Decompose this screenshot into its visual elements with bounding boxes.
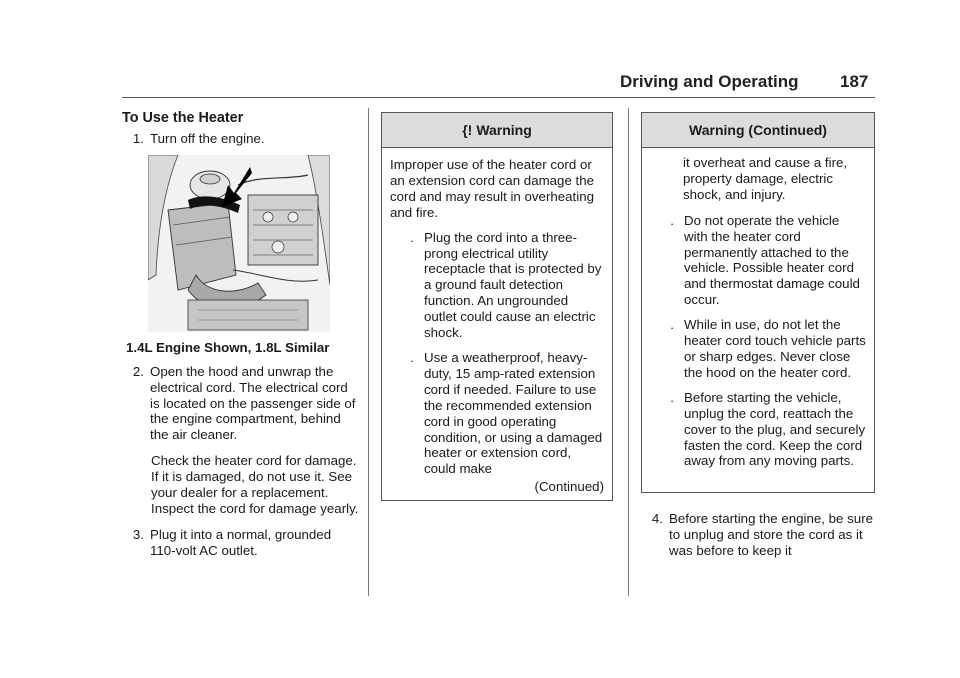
step-2-note: Check the heater cord for damage. If it is damaged, do not use it. See your dealer for a replacement. Inspect the cord for damage yearly. [151,453,359,516]
bullet-mark: . [410,229,414,245]
step-text: Open the hood and unwrap the electrical cord. The electrical cord is located on the passenger side of the engine compartment, behind the air cleaner. [150,363,356,443]
column-3-continuation [641,511,875,559]
warning-continued-body [642,148,874,469]
bullet-text: Use a weatherproof, heavy-duty, 15 amp-rated extension cord if needed. Failure to use the recommended extension cord in good operating condition, or using a damaged heater or extension cord, could make [424,349,603,477]
step-4 [641,511,875,559]
warning-bullet [650,213,866,308]
continued-label: (Continued) [534,479,604,495]
bullet-text: While in use, do not let the heater cord touch vehicle parts or sharp edges. Never close the hood on the heater cord. [684,317,866,380]
column-divider-2 [628,108,629,596]
warning-title: Warning [476,122,532,138]
warning-continued-box [641,112,875,493]
running-header-title: Driving and Operating [620,72,799,91]
bullet-text: Before starting the vehicle, unplug the cord, reattach the cover to the plug, and securely fasten the cord. Keep the cord away from any moving parts. [684,389,866,469]
warning-bullet [390,230,604,341]
bullet-mark: . [410,349,414,365]
warning-intro: Improper use of the heater cord or an extension cord can damage the cord and may result in overheating and fire. [390,157,595,220]
bullet-text: Do not operate the vehicle with the heater cord permanently attached to the vehicle. Possible heater cord and thermostat damage could occur. [684,212,860,308]
warning-box [381,112,613,501]
warning-bullet [650,317,866,381]
bullet-mark: . [670,389,674,405]
step-number: 1. [132,130,144,146]
step-text: Before starting the engine, be sure to unplug and store the cord as it was before to keep it [669,511,874,558]
bullet-text: Plug the cord into a three-prong electrical utility receptacle that is protected by a ground fault detection function. An ungrounded outlet could cause an electric shock. [424,229,602,341]
step-2 [122,364,360,444]
bullet-mark: . [670,212,674,228]
warning-continued-header: Warning (Continued) [642,113,874,148]
section-title: To Use the Heater [122,110,244,126]
header-rule [122,97,875,98]
step-3 [122,527,360,559]
warning-symbol-icon: {! [462,122,473,138]
step-number: 2. [132,363,144,379]
page-number: 187 [840,72,869,91]
step-number: 4. [651,511,663,526]
step-1 [122,131,360,147]
column-divider-1 [368,108,369,596]
engine-illustration [148,155,330,332]
warning-bullet [390,350,604,477]
step-number: 3. [132,526,144,542]
warning-header [382,113,612,148]
warning-bullet [650,390,866,470]
warning-body [382,148,612,495]
warning-continued-lead: it overheat and cause a fire, property damage, electric shock, and injury. [683,155,848,202]
step-text: Plug it into a normal, grounded 110-volt AC outlet. [150,526,332,558]
bullet-mark: . [670,317,674,333]
image-caption: 1.4L Engine Shown, 1.8L Similar [126,339,330,355]
step-text: Turn off the engine. [150,130,265,146]
column-1 [122,111,360,559]
